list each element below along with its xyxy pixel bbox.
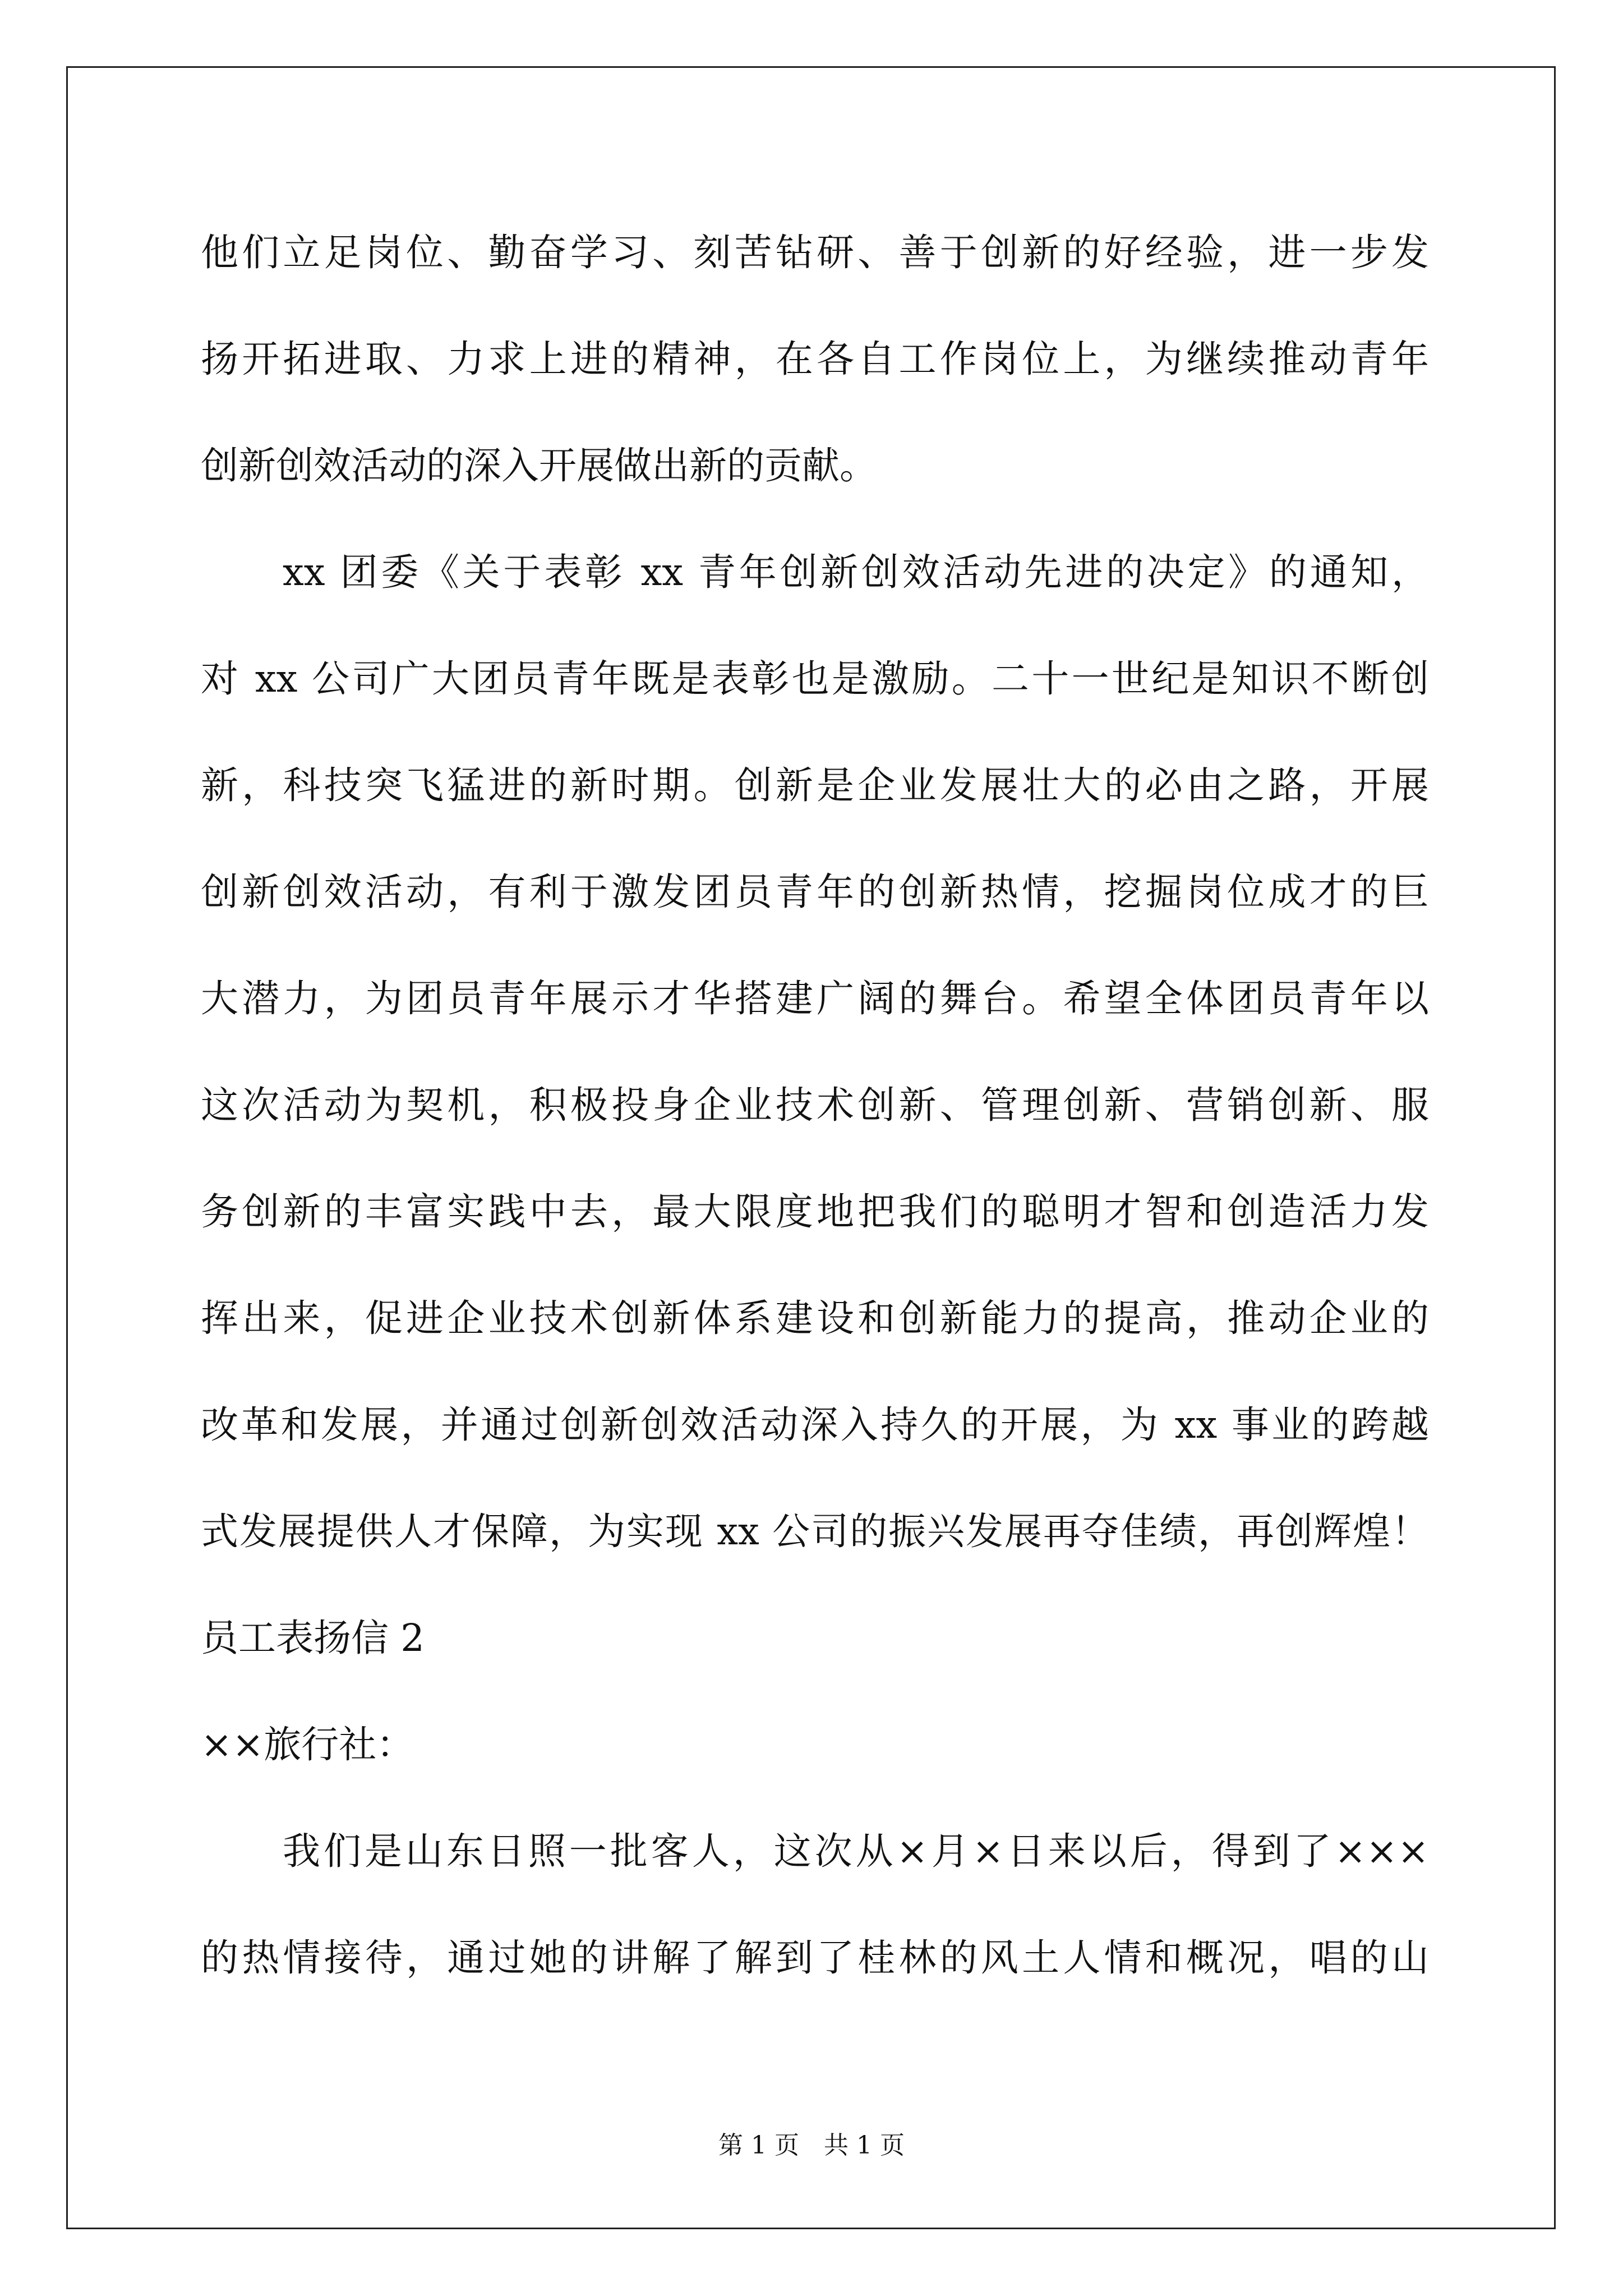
paragraph-line: xx 团委《关于表彰 xx 青年创新创效活动先进的决定》的通知，	[283, 550, 1429, 594]
paragraph-line: 务创新的丰富实践中去，最大限度地把我们的聪明才智和创造活力发	[201, 1190, 1429, 1234]
paragraph-line: 他们立足岗位、勤奋学习、刻苦钻研、善于创新的好经验，进一步发	[201, 231, 1429, 274]
paragraph-line: 新，科技突飞猛进的新时期。创新是企业发展壮大的必由之路，开展	[201, 763, 1429, 807]
paragraph-line: 创新创效活动的深入开展做出新的贡献。	[201, 444, 877, 487]
paragraph-line: 这次活动为契机，积极投身企业技术创新、管理创新、营销创新、服	[201, 1083, 1429, 1127]
paragraph-line: 式发展提供人才保障，为实现 xx 公司的振兴发展再夺佳绩，再创辉煌！	[201, 1510, 1429, 1553]
paragraph-line: 挥出来，促进企业技术创新体系建设和创新能力的提高，推动企业的	[201, 1296, 1429, 1340]
paragraph-line: 大潜力，为团员青年展示才华搭建广阔的舞台。希望全体团员青年以	[201, 977, 1429, 1020]
paragraph-line: 我们是山东日照一批客人，这次从×月×日来以后，得到了×××	[283, 1829, 1429, 1873]
salutation: ××旅行社：	[201, 1723, 414, 1766]
paragraph-line: 扬开拓进取、力求上进的精神，在各自工作岗位上，为继续推动青年	[201, 337, 1429, 381]
section-heading: 员工表扬信 2	[201, 1616, 425, 1660]
paragraph-line: 改革和发展，并通过创新创效活动深入持久的开展，为 xx 事业的跨越	[201, 1403, 1429, 1447]
paragraph-line: 的热情接待，通过她的讲解了解到了桂林的风土人情和概况，唱的山	[201, 1936, 1429, 1980]
page-number-footer: 第 1 页 共 1 页	[718, 2131, 905, 2160]
paragraph-line: 对 xx 公司广大团员青年既是表彰也是激励。二十一世纪是知识不断创	[201, 657, 1429, 701]
paragraph-line: 创新创效活动，有利于激发团员青年的创新热情，挖掘岗位成才的巨	[201, 870, 1429, 914]
